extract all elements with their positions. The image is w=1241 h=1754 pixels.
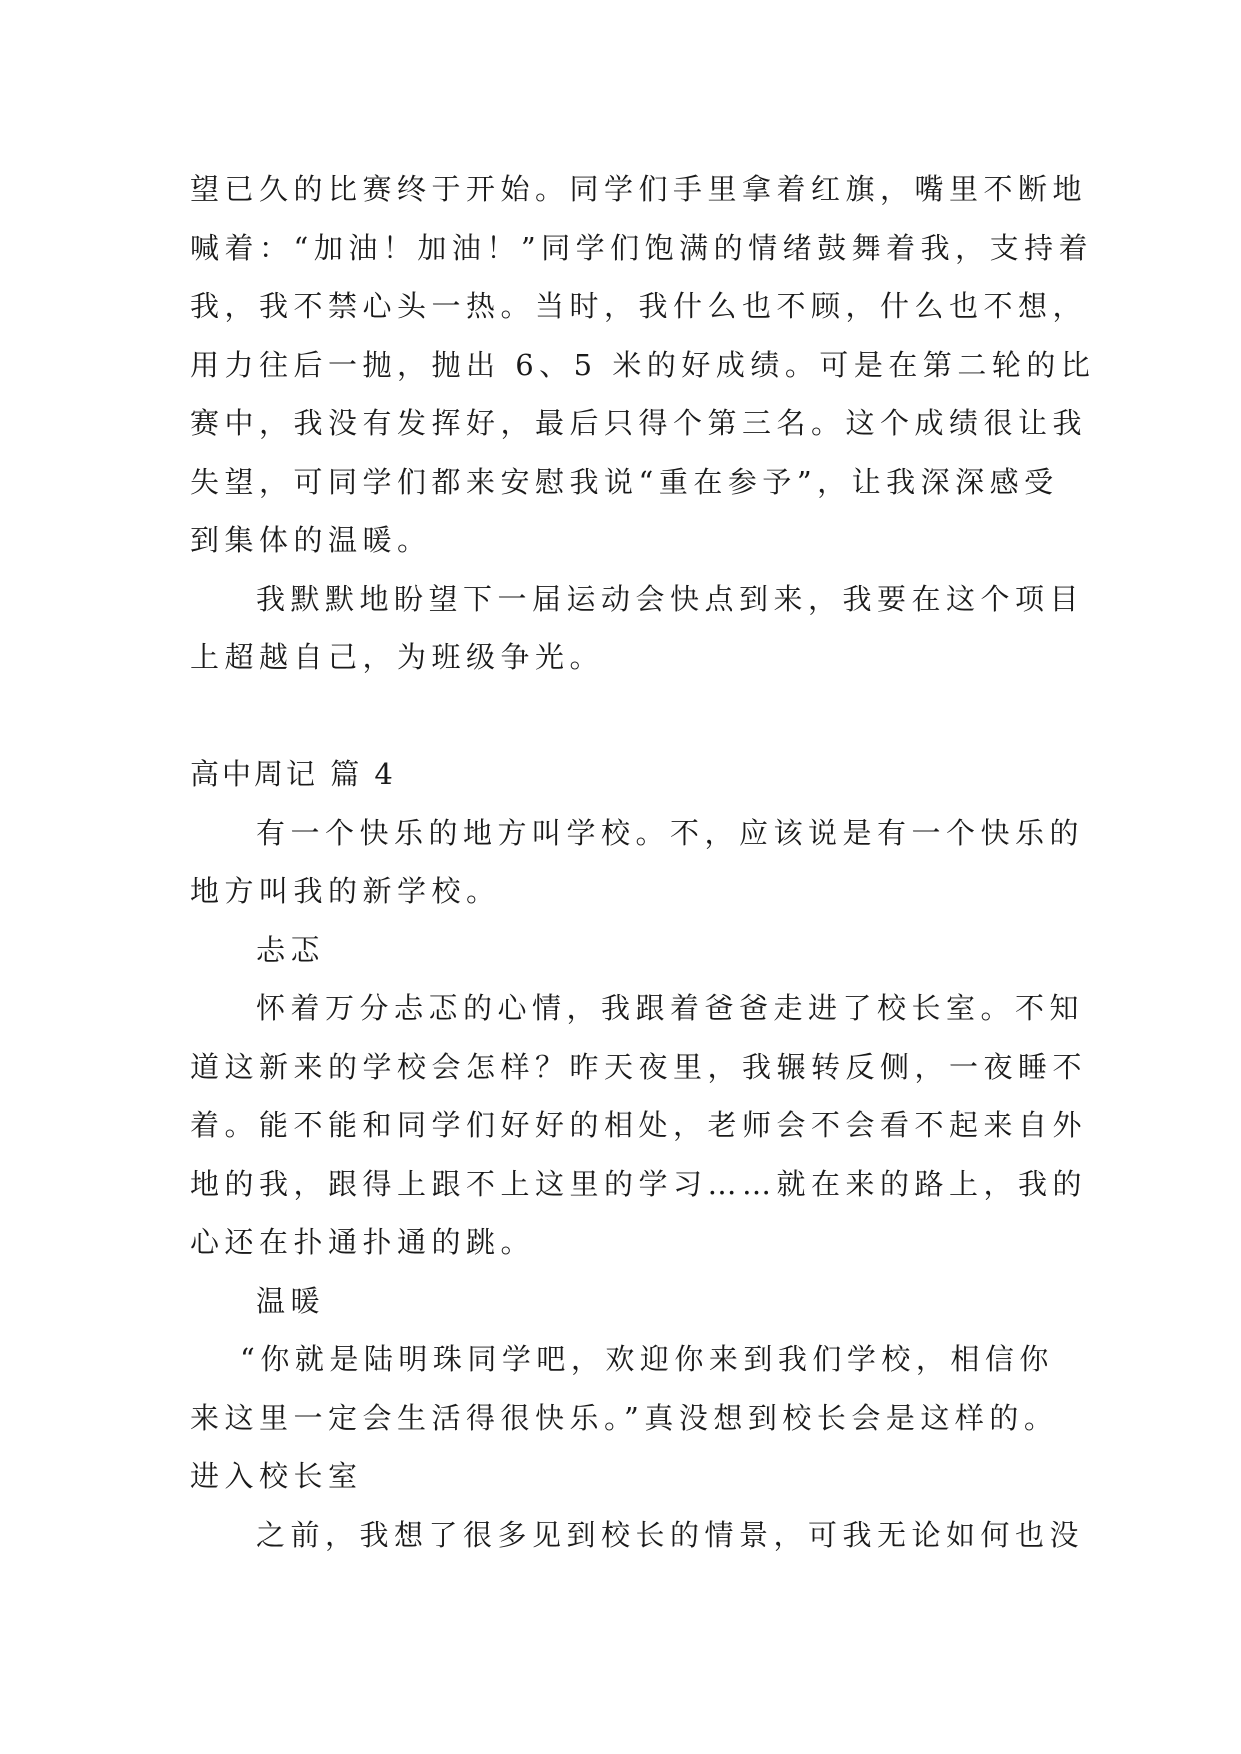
text-line: 望已久的比赛终于开始。同学们手里拿着红旗，嘴里不断地 (190, 172, 1088, 206)
subheading-line: 忐忑 (256, 932, 326, 967)
text-line: 失望，可同学们都来安慰我说“重在参予”，让我深深感受 (190, 464, 1059, 499)
text-line: 我默默地盼望下一届运动会快点到来，我要在这个项目 (256, 581, 1085, 616)
paragraph (190, 921, 1070, 980)
text-line: 有一个快乐的地方叫学校。不，应该说是有一个快乐的 (256, 815, 1085, 850)
paragraph (190, 1272, 1070, 1331)
paragraph (190, 1506, 1085, 1565)
section-heading: 高中周记 篇 4 (190, 757, 396, 791)
text-line: 到集体的温暖。 (190, 523, 432, 557)
text-line: 道这新来的学校会怎样？昨天夜里，我辗转反侧，一夜睡不 (190, 1049, 1088, 1084)
paragraph (190, 160, 1096, 570)
text-line: 赛中，我没有发挥好，最后只得个第三名。这个成绩很让我 (190, 406, 1088, 440)
text-line: 用力往后一抛，抛出 6、5 米的好成绩。可是在第二轮的比 (190, 347, 1096, 382)
text-line: 之前，我想了很多见到校长的情景，可我无论如何也没 (256, 1517, 1085, 1552)
text-line: 地方叫我的新学校。 (190, 874, 501, 908)
text-line: “你就是陆明珠同学吧，欢迎你来到我们学校，相信你 (240, 1342, 1054, 1376)
text-line: 喊着：“加油！加油！”同学们饱满的情绪鼓舞着我，支持着 (190, 230, 1094, 265)
paragraph (190, 1330, 1070, 1506)
text-line: 我，我不禁心头一热。当时，我什么也不顾，什么也不想， (190, 289, 1088, 323)
subheading-line: 温暖 (256, 1283, 326, 1318)
section-gap (190, 687, 1070, 746)
text-line: 怀着万分忐忑的心情，我跟着爸爸走进了校长室。不知 (256, 991, 1085, 1025)
document-body (190, 160, 1096, 1564)
text-line: 来这里一定会生活得很快乐。”真没想到校长会是这样的。 (190, 1400, 1059, 1435)
paragraph (190, 570, 1085, 687)
text-line: 上超越自己，为班级争光。 (190, 640, 605, 674)
text-line: 心还在扑通扑通的跳。 (190, 1225, 536, 1259)
paragraph (190, 804, 1085, 921)
text-line: 着。能不能和同学们好好的相处，老师会不会看不起来自外 (190, 1108, 1088, 1142)
text-line: 进入校长室 (190, 1459, 363, 1493)
paragraph (190, 979, 1088, 1272)
text-line: 地的我，跟得上跟不上这里的学习……就在来的路上，我的 (190, 1166, 1088, 1201)
